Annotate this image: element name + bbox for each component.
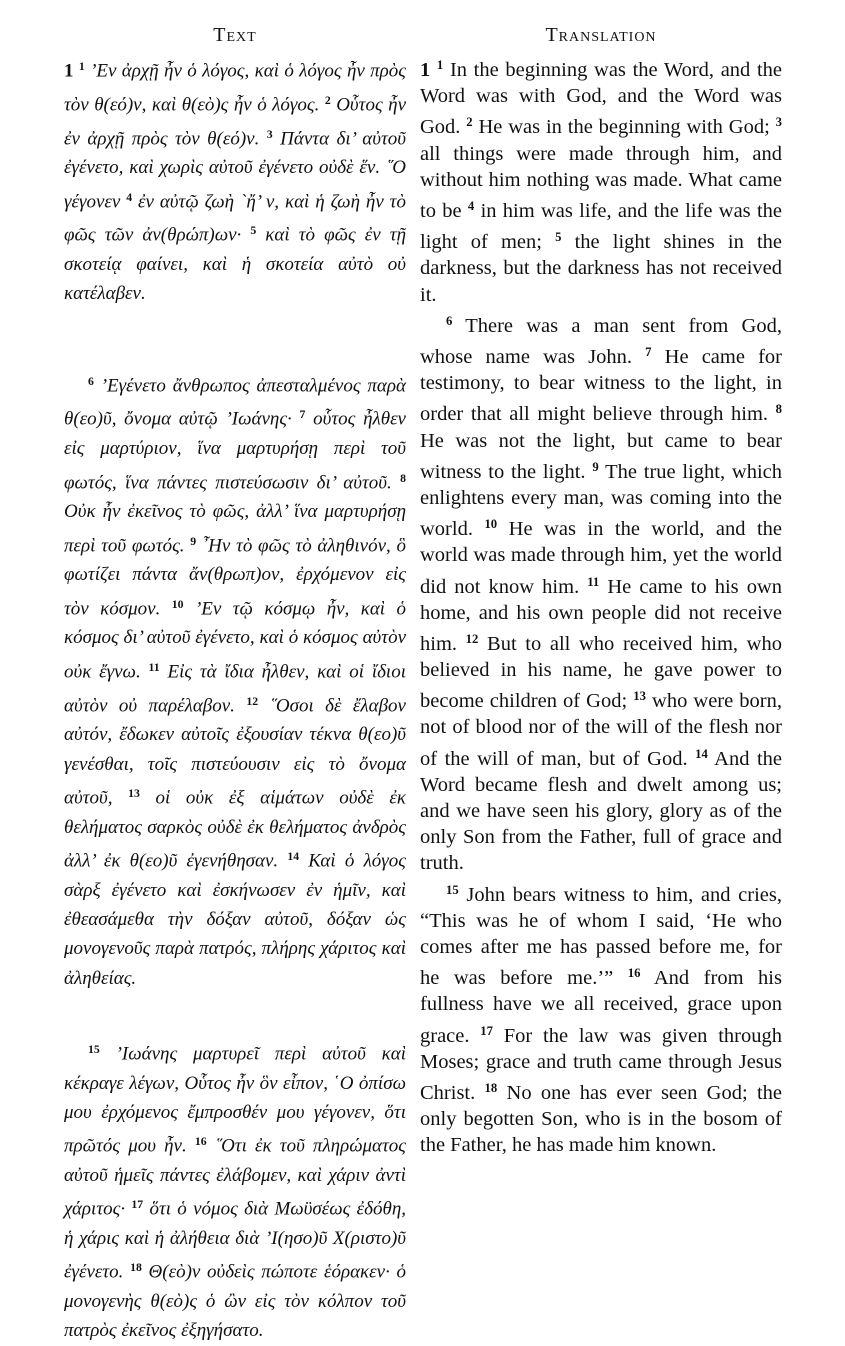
verse-text: οὗτος ἦλθεν εἰς μαρτύριον, ἵνα μαρτυρήσῃ περὶ τοῦ φωτός, ἵνα πάντες πιστεύσωσιν δι’ αὐτοῦ. (64, 408, 406, 494)
verse-number: 14 (287, 849, 300, 863)
verse-number: 15 (88, 1042, 100, 1056)
english-translation-column (420, 22, 782, 1159)
chapter-number: 1 (64, 60, 74, 82)
verse-text: ’Εν ἀρχῇ ἦν ὁ λόγος, καὶ ὁ λόγος ἦν πρὸς τὸν θ(εό)ν, καὶ θ(εὸ)ς ἦν ὁ λόγος. (64, 60, 407, 116)
verse-number: 12 (246, 694, 259, 708)
verse-number: 9 (592, 459, 599, 474)
verse-text: ’Ιωάνης μαρτυρεῖ περὶ αὐτοῦ καὶ κέκραγε λέγων, Οὗτος ἦν ὃν εἶπον, ῾Ο ὀπίσω μου ἐρχόμενος ἔμπροσθέν μου γέγονεν, ὅτι πρῶτός μου ἦν. (64, 1043, 406, 1157)
verse-text: Πάντα δι’ αὐτοῦ ἐγένετο, καὶ χωρὶς αὐτοῦ ἐγένετο οὐδὲ ἕν. ῞Ο γέγονεν (64, 128, 406, 213)
paragraph-gap (64, 993, 406, 1035)
verse-text: Καὶ ὁ λόγος σὰρξ ἐγένετο καὶ ἐσκήνωσεν ἐν ἡμῖν, καὶ ἐθεασάμεθα τὴν δόξαν αὐτοῦ, δόξαν ὡς μονογενοῦς παρὰ πατρός, πλήρης χάριτος καὶ ἀληθείας. (64, 850, 406, 989)
verse-number: 17 (131, 1198, 144, 1212)
verse-text: who were born, not of blood nor of the will of the flesh nor of the will of man, but of God. (420, 690, 783, 770)
verse-text: He was in the world, and the world was made through him, yet the world did not know him. (420, 518, 782, 598)
verse-text: Οὐκ ἦν ἐκεῖνος τὸ φῶς, ἀλλ’ ἵνα μαρτυρήσῃ περὶ τοῦ φωτός. (64, 501, 406, 557)
verse-number: 5 (555, 230, 562, 245)
greek-column-heading: Text (213, 24, 257, 46)
verse-number: 16 (194, 1135, 207, 1149)
verse-text: ἐν αὐτῷ ζωὴ `ἤ’ ν, καὶ ἡ ζωὴ ἦν τὸ φῶς τῶν ἀν(θρώπ)ων· (64, 191, 406, 246)
verse-number: 1 (78, 60, 85, 73)
verse-number: 5 (250, 224, 257, 238)
verse-number: 13 (128, 786, 140, 800)
verse-text: Οὗτος ἦν ἐν ἀρχῇ πρὸς τὸν θ(εό)ν. (64, 94, 407, 149)
verse-text: The true light, which enlightens every man, was coming into the world. (420, 460, 782, 541)
english-paragraph-2 (420, 308, 782, 877)
verse-number: 18 (484, 1081, 498, 1096)
verse-number: 2 (324, 93, 331, 107)
verse-text: ῏Ην τὸ φῶς τὸ ἀληθινόν, ὃ φωτίζει πάντα ἄν(θρωπ)ον, ἐρχόμενον εἰς τὸν κόσμον. (64, 535, 406, 620)
verse-text: all things were made through him, and without him nothing was made. What came to be (420, 142, 782, 222)
verse-text: John bears witness to him, and cries, “This was he of whom I said, ‘He who comes after me has passed before me, for he was before me.’” (420, 883, 782, 990)
verse-text: ’Εν τῷ κόσμῳ ἦν, καὶ ὁ κόσμος δι’ αὐτοῦ ἐγένετο, καὶ ὁ κόσμος αὐτὸν οὐκ ἔγνω. (64, 598, 406, 683)
verse-number: 4 (467, 198, 475, 213)
verse-number: 10 (484, 517, 498, 532)
verse-number: 10 (171, 597, 184, 611)
verse-number: 11 (148, 660, 160, 674)
verse-text: Εἰς τὰ ἴδια ἦλθεν, καὶ οἱ ἴδιοι αὐτὸν οὐ παρέλαβον. (64, 661, 406, 716)
verse-text: But to all who received him, who believed in his name, he gave power to become children of God; (420, 632, 782, 713)
verse-text: ὅτι ὁ νόμος διὰ Μωϋσέως ἐδόθη, ἡ χάρις καὶ ἡ ἀλήθεια διὰ ’Ι(ησο)ῦ Χ(ριστο)ῦ ἐγένετο. (64, 1198, 406, 1283)
verse-text: the light shines in the darkness, but the darkness has not received it. (420, 231, 783, 306)
verse-number: 12 (465, 631, 479, 646)
verse-number: 3 (775, 115, 782, 130)
verse-text: And from his fullness have we all received, grace upon grace. (420, 967, 782, 1047)
verse-text: He was not the light, but came to bear witness to the light. (420, 429, 782, 483)
verse-text: Θ(εὸ)ν οὐδεὶς πώποτε ἑόρακεν· ὁ μονογενὴς θ(εὸ)ς ὁ ὢν εἰς τὸν κόλπον τοῦ πατρὸς ἐκεῖνος ἐξηγήσατο. (64, 1261, 406, 1342)
verse-number: 4 (126, 190, 133, 204)
verse-number: 8 (400, 471, 406, 485)
verse-number: 13 (633, 689, 646, 704)
verse-number: 6 (446, 313, 453, 328)
verse-text: And the Word became flesh and dwelt among us; and we have seen his glory, glory as of the only Son from the Father, full of grace and truth. (420, 747, 783, 875)
verse-text: ’Εγένετο ἄνθρωπος ἀπεσταλμένος παρὰ θ(εο)ῦ, ὄνομα αὐτῷ ’Ιωάνης· (64, 375, 406, 430)
verse-number: 14 (695, 746, 708, 761)
verse-number: 18 (130, 1261, 142, 1275)
verse-text: No one has ever seen God; the only begotten Son, who is in the bosom of the Father, he has made him known. (420, 1082, 782, 1157)
greek-paragraph-2 (64, 367, 406, 993)
verse-number: 16 (627, 966, 641, 981)
verse-text: He came for testimony, to bear witness to the light, in order that all might believe through him. (420, 345, 782, 426)
verse-text: καὶ τὸ φῶς ἐν τῇ σκοτείᾳ φαίνει, καὶ ἡ σκοτεία αὐτὸ οὐ κατέλαβεν. (64, 224, 406, 305)
chapter-number: 1 (420, 58, 431, 81)
verse-text: There was a man sent from God, whose name was John. (420, 314, 782, 368)
verse-number: 3 (266, 127, 273, 141)
verse-text: He was in the beginning with God; (472, 116, 776, 139)
verse-text: ῞Οτι ἐκ τοῦ πληρώματος αὐτοῦ ἡμεῖς πάντες ἐλάβομεν, καὶ χάριν ἀντὶ χάριτος· (64, 1135, 407, 1220)
greek-paragraph-1 (64, 52, 406, 309)
verse-number: 6 (88, 374, 94, 388)
verse-number: 15 (446, 882, 459, 897)
greek-paragraph-3 (64, 1035, 406, 1346)
verse-text: For the law was given through Moses; grace and truth came through Jesus Christ. (420, 1024, 782, 1105)
verse-number: 1 (436, 58, 444, 72)
english-column-heading: Translation (545, 24, 657, 46)
verse-text: He came to his own home, and his own people did not receive him. (420, 575, 782, 655)
paragraph-gap (64, 309, 406, 367)
verse-number: 17 (480, 1023, 493, 1038)
verse-number: 11 (587, 574, 600, 589)
verse-text: in him was life, and the life was the light of men; (420, 199, 783, 254)
verse-number: 9 (190, 534, 197, 548)
greek-text-column (64, 22, 406, 1346)
english-paragraph-1 (420, 52, 782, 308)
verse-number: 8 (775, 402, 782, 417)
verse-number: 7 (645, 344, 652, 359)
verse-number: 2 (466, 115, 473, 130)
verse-text: ῞Οσοι δὲ ἔλαβον αὐτόν, ἔδωκεν αὐτοῖς ἐξουσίαν τέκνα θ(εο)ῦ γενέσθαι, τοῖς πιστεύουσιν εἰς τὸ ὄνομα αὐτοῦ, (64, 694, 406, 809)
verse-number: 7 (299, 408, 306, 422)
english-paragraph-3 (420, 877, 782, 1159)
verse-text: οἱ οὐκ ἐξ αἱμάτων οὐδὲ ἐκ θελήματος σαρκὸς οὐδὲ ἐκ θελήματος ἀνδρὸς ἀλλ’ ἐκ θ(εο)ῦ ἐγενήθησαν. (64, 787, 406, 872)
verse-text: In the beginning was the Word, and the Word was with God, and the Word was God. (420, 58, 783, 139)
